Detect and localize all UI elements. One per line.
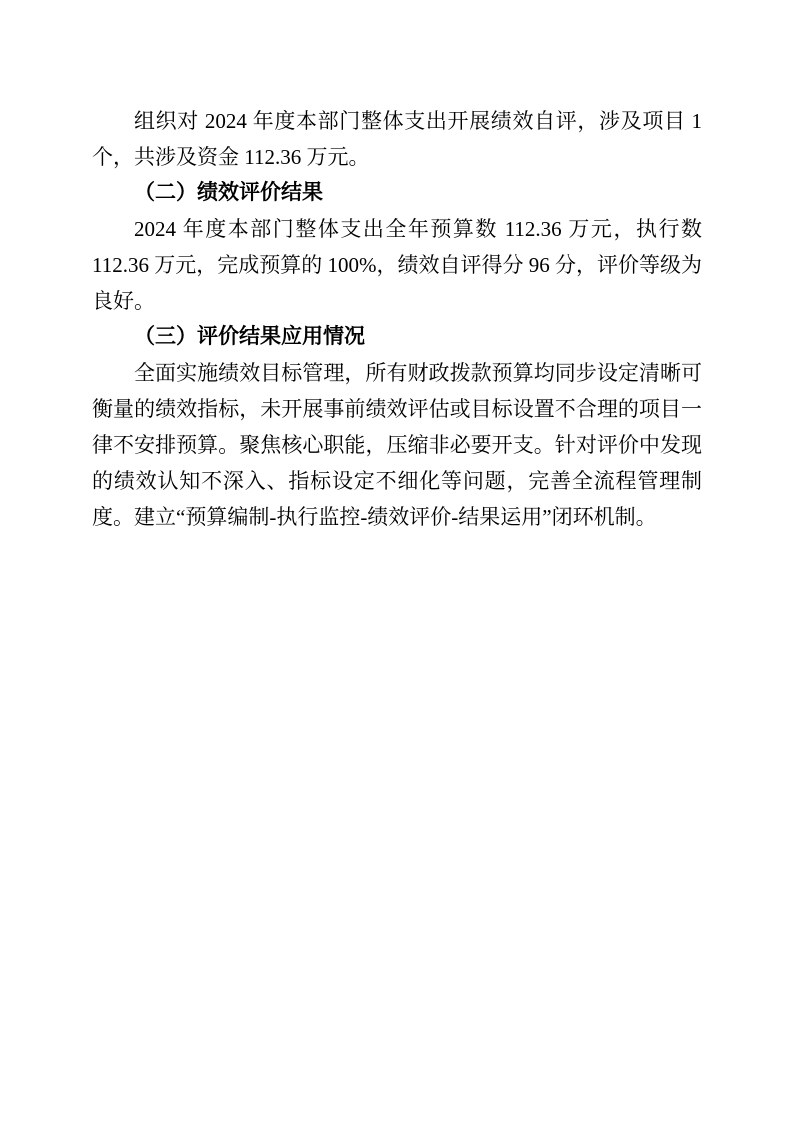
paragraph-result-application-details: 全面实施绩效目标管理，所有财政拨款预算均同步设定清晰可衡量的绩效指标，未开展事前绩效评估或目标设置不合理的项目一律不安排预算。聚焦核心职能，压缩非必要开支。针对评价中发现的绩效认知不深入、指标设定不细化等问题，完善全流程管理制度。建立“预算编制-执行监控-绩效评价-结果运用”闭环机制。 — [92, 361, 702, 529]
paragraph-self-evaluation-overview: 组织对 2024 年度本部门整体支出开展绩效自评，涉及项目 1 个，共涉及资金 112.36 万元。 — [92, 109, 702, 169]
paragraph-evaluation-results: 2024 年度本部门整体支出全年预算数 112.36 万元，执行数 112.36 万元，完成预算的 100%，绩效自评得分 96 分，评价等级为良好。 — [92, 217, 702, 313]
heading-evaluation-result-application: （三）评价结果应用情况 — [134, 325, 365, 348]
heading-performance-evaluation-results: （二）绩效评价结果 — [134, 181, 323, 204]
